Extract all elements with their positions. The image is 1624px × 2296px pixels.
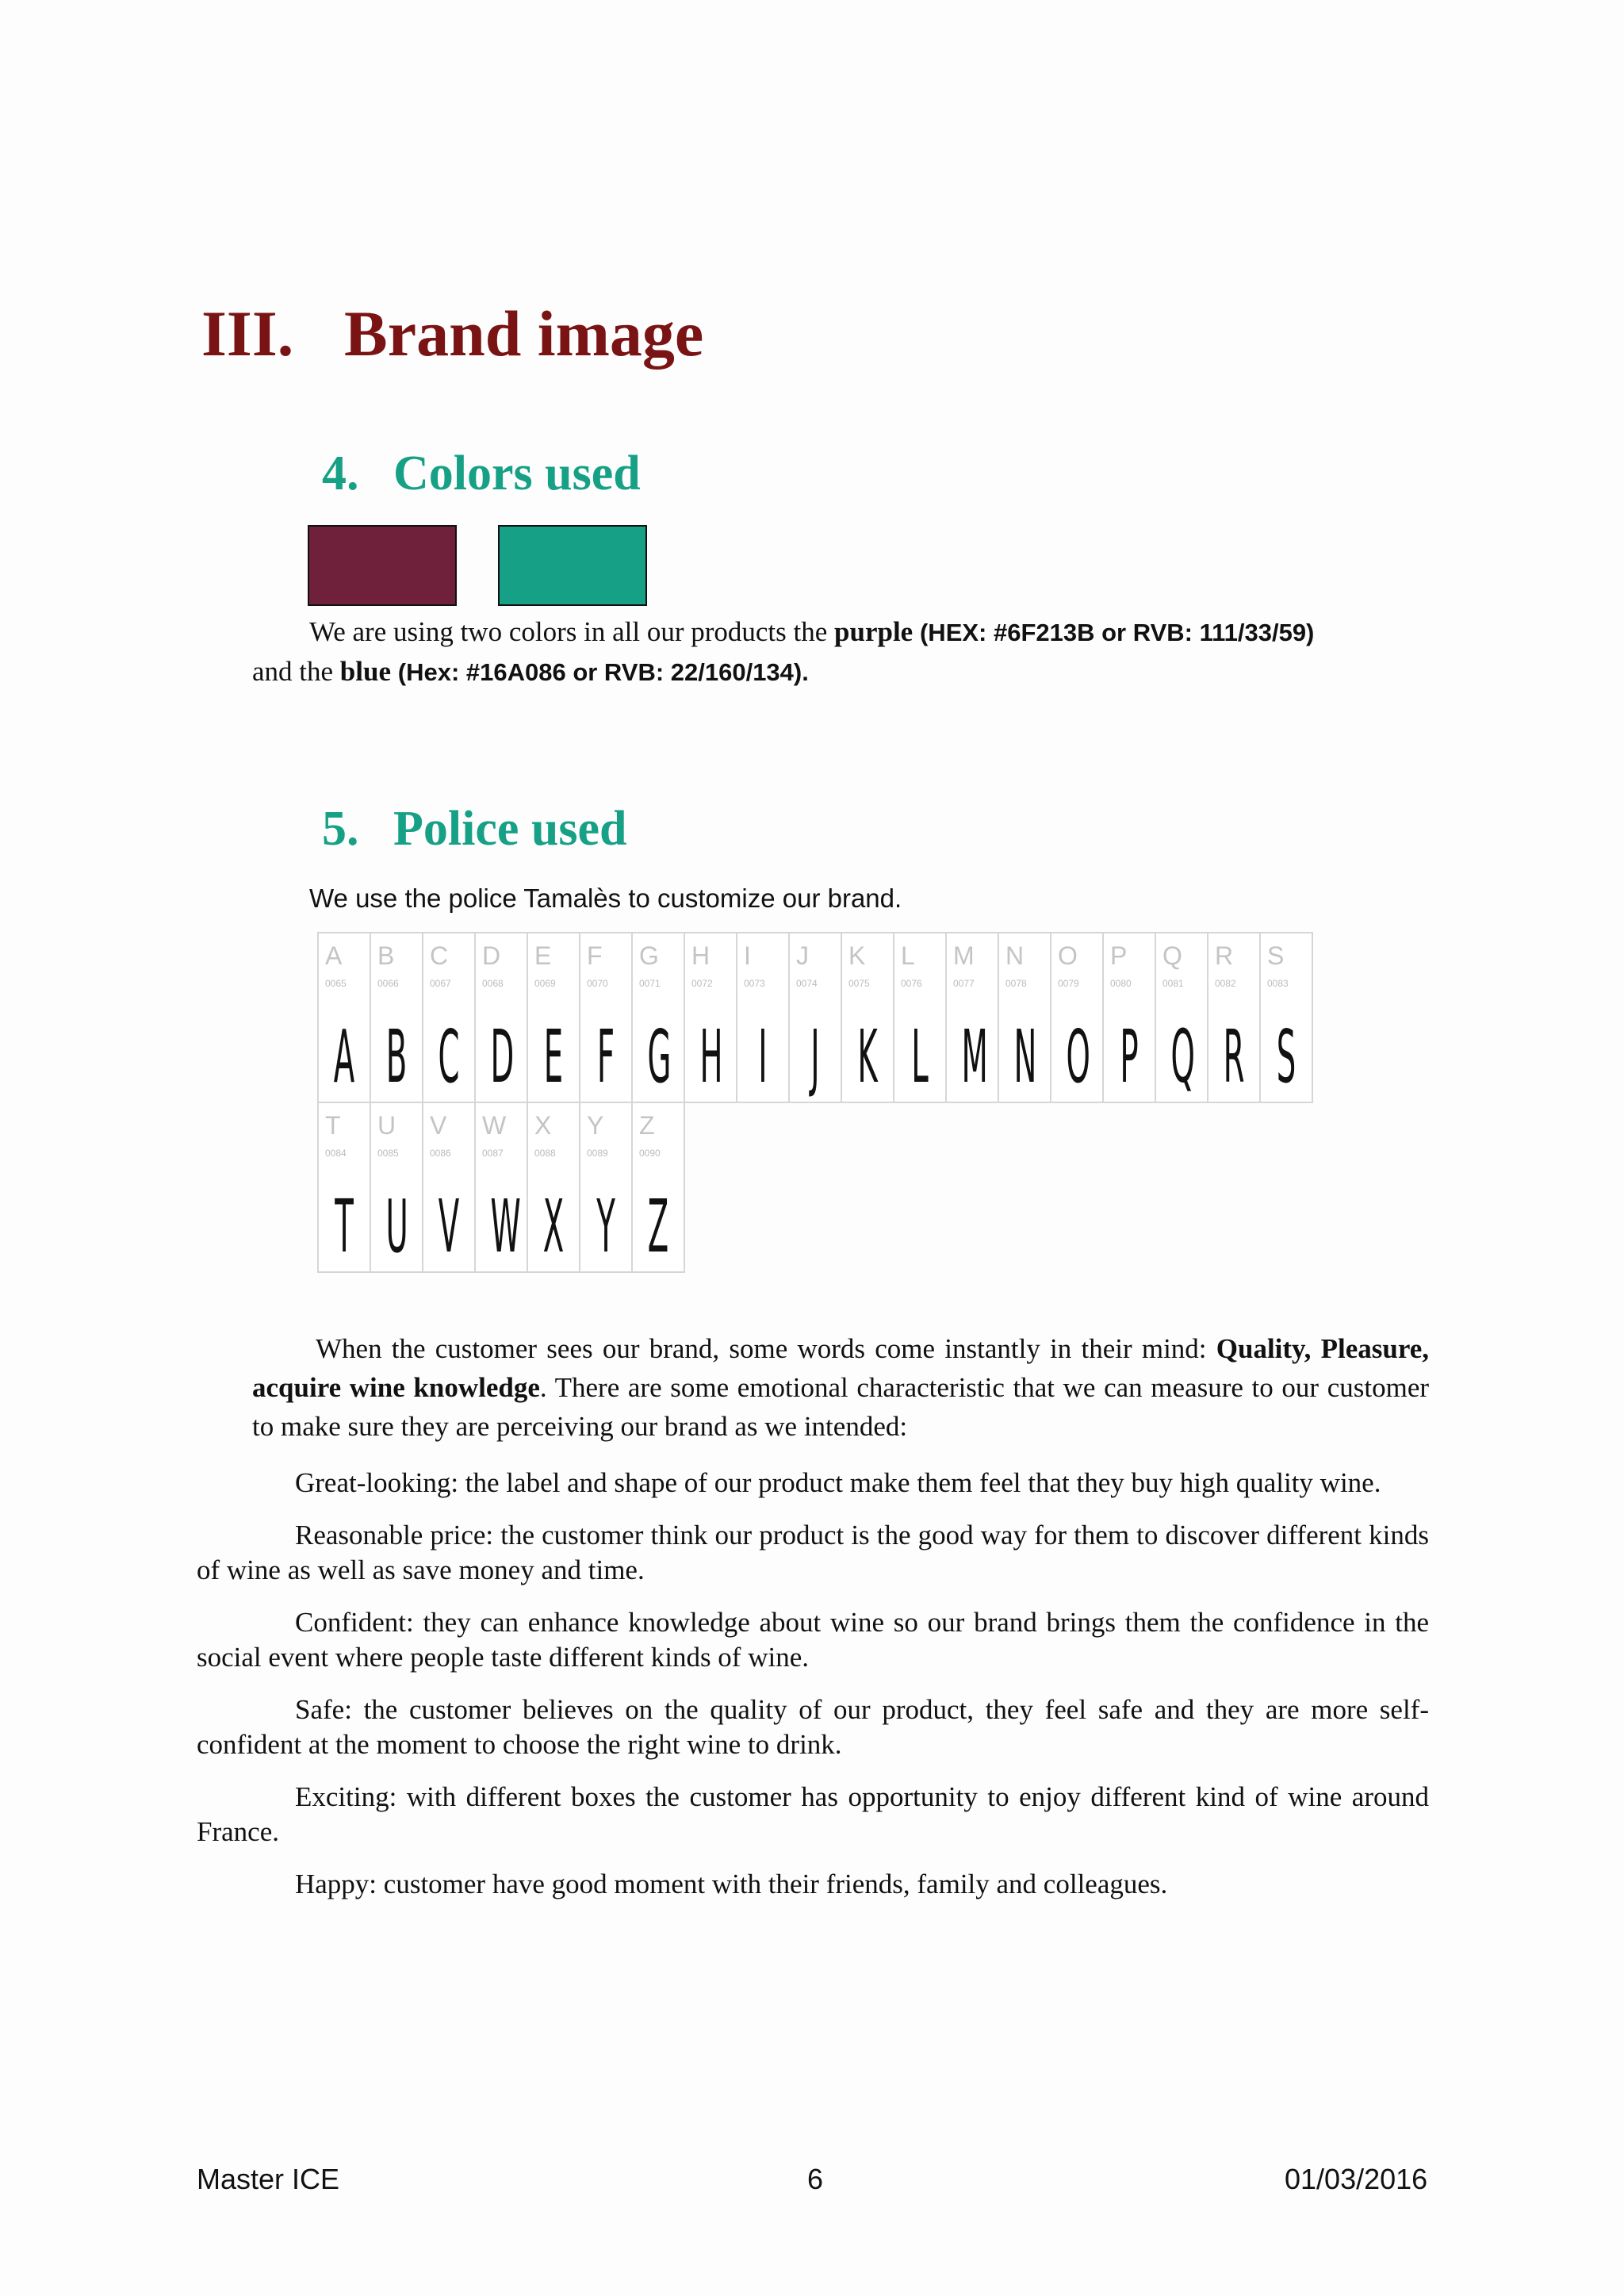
glyph-cell — [945, 932, 999, 1103]
colors-text-intro: We are using two colors in all our products the — [309, 616, 828, 647]
glyph-cell — [631, 932, 685, 1103]
glyph-code: 0080 — [1110, 978, 1132, 989]
glyph-sample: X — [542, 1184, 565, 1269]
glyph-sample: W — [490, 1184, 521, 1269]
glyph-cell — [998, 932, 1051, 1103]
glyph-cell — [527, 932, 580, 1103]
glyph-code: 0073 — [744, 978, 765, 989]
purple-code: (HEX: #6F213B or RVB: 111/33/59) — [919, 619, 1315, 646]
glyph-cell — [893, 932, 947, 1103]
glyph-cell — [474, 932, 528, 1103]
glyph-label: H — [691, 941, 710, 970]
glyph-sample: M — [961, 1014, 988, 1099]
glyph-sample: O — [1066, 1014, 1090, 1099]
colors-description — [252, 612, 1442, 692]
glyph-code: 0086 — [430, 1148, 451, 1159]
characteristic-item: Reasonable price: the customer think our product is the good way for them to discover different kinds of wine as well as save money and time. — [197, 1520, 1429, 1585]
glyph-code: 0089 — [587, 1148, 608, 1159]
glyph-sample: Z — [647, 1184, 669, 1269]
characteristic-item: Safe: the customer believes on the quality of our product, they feel safe and they are more self-confident at the moment to choose the right wine to drink. — [197, 1694, 1429, 1760]
glyph-label: A — [325, 941, 343, 970]
glyph-cell — [317, 1102, 371, 1273]
footer-date: 01/03/2016 — [1285, 2163, 1428, 2195]
glyph-cell — [579, 1102, 633, 1273]
glyph-sample: I — [758, 1014, 768, 1099]
blue-code: (Hex: #16A086 or RVB: 22/160/134). — [397, 658, 809, 686]
colors-text-mid: and the — [252, 656, 334, 687]
glyph-sample: V — [438, 1184, 460, 1269]
characteristic-item: Great-looking: the label and shape of our product make them feel that they buy high quality wine. — [295, 1467, 1381, 1498]
glyph-cell — [736, 932, 790, 1103]
glyph-cell — [684, 932, 737, 1103]
glyph-label: L — [901, 941, 915, 970]
characteristic-item: Confident: they can enhance knowledge about wine so our brand brings them the confidence in the social event where people taste different kinds of wine. — [197, 1607, 1429, 1673]
glyph-label: B — [377, 941, 395, 970]
glyph-label: P — [1110, 941, 1128, 970]
glyph-label: R — [1215, 941, 1234, 970]
glyph-cell — [1102, 932, 1156, 1103]
glyph-label: N — [1005, 941, 1025, 970]
glyph-cell — [1050, 932, 1104, 1103]
glyph-code: 0077 — [953, 978, 975, 989]
purple-word: purple — [834, 616, 914, 647]
glyph-label: E — [534, 941, 552, 970]
glyph-code: 0065 — [325, 978, 347, 989]
glyph-sample: F — [596, 1014, 615, 1099]
glyph-code: 0072 — [691, 978, 713, 989]
glyph-label: S — [1267, 941, 1285, 970]
glyph-cell — [1207, 932, 1261, 1103]
glyph-code: 0087 — [482, 1148, 504, 1159]
glyph-label: Y — [587, 1111, 604, 1140]
glyph-sample: T — [335, 1184, 354, 1269]
glyph-sample: L — [911, 1014, 929, 1099]
purple-swatch — [308, 525, 457, 606]
glyph-label: F — [587, 941, 603, 970]
glyph-sample: K — [857, 1014, 878, 1099]
colors-heading-title: Colors used — [393, 447, 641, 500]
glyph-code: 0079 — [1058, 978, 1079, 989]
glyph-sample: J — [810, 1014, 820, 1099]
glyph-label: T — [325, 1111, 341, 1140]
glyph-code: 0070 — [587, 978, 608, 989]
glyph-cell — [631, 1102, 685, 1273]
glyph-code: 0083 — [1267, 978, 1289, 989]
glyph-sample: R — [1223, 1014, 1245, 1099]
glyph-sample: P — [1120, 1014, 1139, 1099]
glyph-cell — [527, 1102, 580, 1273]
glyph-sample: D — [490, 1014, 515, 1099]
glyph-code: 0085 — [377, 1148, 399, 1159]
police-heading-title: Police used — [393, 802, 627, 856]
glyph-label: U — [377, 1111, 396, 1140]
font-specimen-table — [317, 932, 1312, 1273]
glyph-label: I — [744, 941, 751, 970]
blue-swatch — [498, 525, 647, 606]
glyph-code: 0076 — [901, 978, 922, 989]
glyph-code: 0084 — [325, 1148, 347, 1159]
glyph-cell — [788, 932, 842, 1103]
perception-intro — [252, 1329, 1429, 1446]
glyph-label: K — [848, 941, 866, 970]
glyph-sample: Q — [1170, 1014, 1195, 1099]
font-specimen-row — [317, 932, 1312, 1103]
glyph-sample: N — [1013, 1014, 1037, 1099]
perception-keywords: Quality, Pleasure, acquire wine knowledge — [252, 1333, 1430, 1403]
perception-intro-end: . There are some emotional characteristic that we can measure to our customer to make sure they are perceiving our brand as we intended: — [252, 1372, 1430, 1442]
glyph-cell — [370, 932, 423, 1103]
glyph-label: M — [953, 941, 975, 970]
section-number: III. — [201, 297, 294, 370]
blue-word: blue — [339, 656, 391, 687]
colors-heading — [322, 449, 641, 498]
characteristic-item: Happy: customer have good moment with their friends, family and colleagues. — [295, 1869, 1168, 1899]
glyph-label: D — [482, 941, 501, 970]
glyph-cell — [474, 1102, 528, 1273]
glyph-code: 0069 — [534, 978, 556, 989]
glyph-sample: B — [385, 1014, 408, 1099]
glyph-cell — [579, 932, 633, 1103]
glyph-cell — [1155, 932, 1208, 1103]
glyph-code: 0082 — [1215, 978, 1236, 989]
glyph-cell — [370, 1102, 423, 1273]
glyph-label: Z — [639, 1111, 655, 1140]
glyph-code: 0071 — [639, 978, 661, 989]
glyph-label: W — [482, 1111, 507, 1140]
glyph-code: 0088 — [534, 1148, 556, 1159]
glyph-code: 0075 — [848, 978, 870, 989]
characteristic-item: Exciting: with different boxes the customer has opportunity to enjoy different kind of wine around France. — [197, 1781, 1429, 1847]
police-heading — [322, 802, 627, 856]
glyph-label: G — [639, 941, 659, 970]
glyph-sample: E — [543, 1014, 564, 1099]
glyph-cell — [317, 932, 371, 1103]
police-heading-number: 5. — [322, 802, 359, 856]
glyph-cell — [1259, 932, 1313, 1103]
glyph-sample: G — [647, 1014, 672, 1099]
glyph-cell — [841, 932, 894, 1103]
page-number: 6 — [807, 2163, 824, 2195]
colors-heading-number: 4. — [322, 447, 359, 500]
perception-intro-start: When the customer sees our brand, some words come instantly in their mind: — [316, 1333, 1207, 1364]
section-title: Brand image — [344, 297, 704, 370]
glyph-cell — [422, 932, 476, 1103]
glyph-code: 0090 — [639, 1148, 661, 1159]
glyph-label: O — [1058, 941, 1078, 970]
glyph-label: Q — [1162, 941, 1182, 970]
glyph-sample: Y — [596, 1184, 615, 1269]
glyph-cell — [422, 1102, 476, 1273]
glyph-sample: S — [1276, 1014, 1297, 1099]
glyph-sample: C — [438, 1014, 460, 1099]
glyph-label: X — [534, 1111, 552, 1140]
glyph-label: C — [430, 941, 449, 970]
glyph-sample: U — [385, 1184, 408, 1269]
characteristics-list — [197, 1466, 1429, 1902]
glyph-sample: H — [699, 1014, 723, 1099]
police-intro: We use the police Tamalès to customize our brand. — [309, 884, 902, 913]
glyph-sample: A — [333, 1014, 355, 1099]
glyph-label: V — [430, 1111, 447, 1140]
glyph-code: 0068 — [482, 978, 504, 989]
glyph-code: 0074 — [796, 978, 818, 989]
font-specimen-row — [317, 1102, 1312, 1273]
glyph-code: 0078 — [1005, 978, 1027, 989]
footer-left: Master ICE — [197, 2163, 340, 2195]
glyph-code: 0066 — [377, 978, 399, 989]
glyph-code: 0081 — [1162, 978, 1184, 989]
section-heading — [201, 297, 704, 370]
glyph-label: J — [796, 941, 809, 970]
glyph-code: 0067 — [430, 978, 451, 989]
